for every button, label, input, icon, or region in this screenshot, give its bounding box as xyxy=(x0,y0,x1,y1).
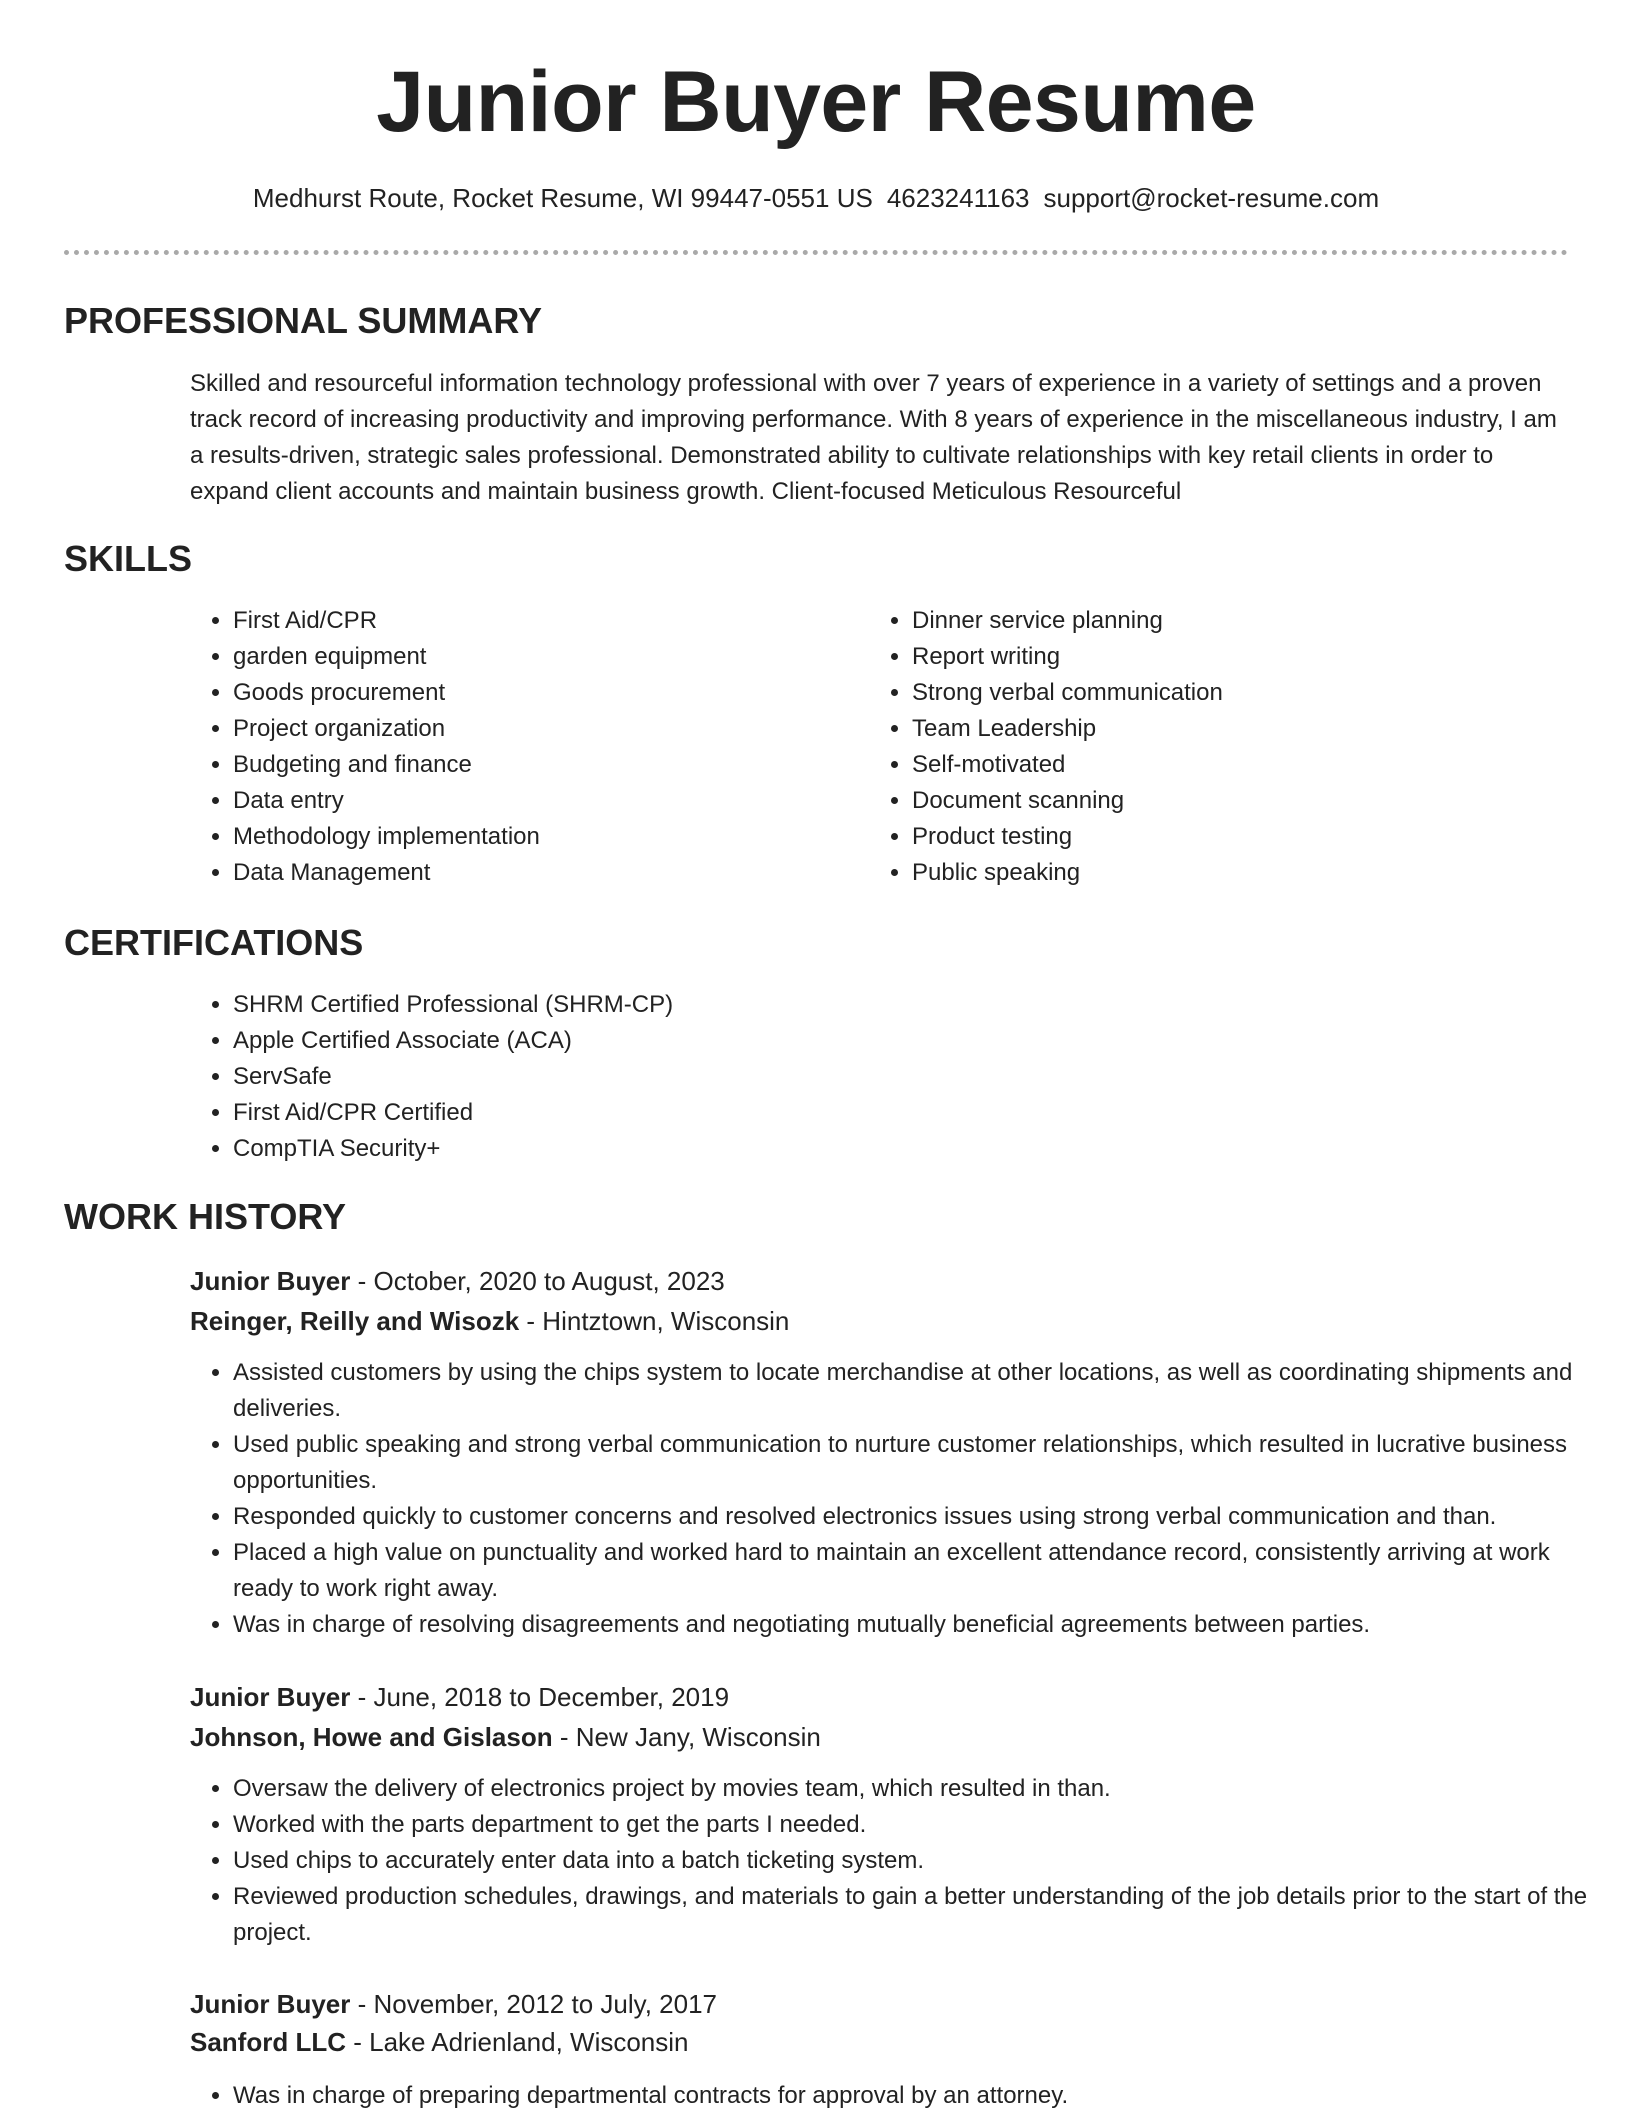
job-duty-item: • Placed a high value on punctuality and worked hard to maintain an excellent attendance record, consistently arriving at work ready to work right away. xyxy=(233,1535,1603,1607)
skill-item: • First Aid/CPR xyxy=(233,603,853,639)
certifications-list xyxy=(190,987,1593,1167)
job-company-line xyxy=(190,1717,821,1757)
job-duty-item: • Assisted customers by using the chips system to locate merchandise at other locations, as well as coordinating shipments and deliveries. xyxy=(233,1355,1603,1427)
job-title-line xyxy=(190,1261,725,1301)
job-company: Reinger, Reilly and Wisozk xyxy=(190,1306,520,1336)
job-dates: - October, 2020 to August, 2023 xyxy=(350,1266,725,1296)
skill-item: • Report writing xyxy=(912,639,1592,675)
skill-item: • Strong verbal communication xyxy=(912,675,1592,711)
job-duty-item: • Used public speaking and strong verbal communication to nurture customer relationships, which resulted in lucrative business opportunities. xyxy=(233,1427,1603,1499)
summary-text: Skilled and resourceful information technology professional with over 7 years of experience in a variety of settings and a proven track record of increasing productivity and improving performance. With 8 years of experience in the miscellaneous industry, I am a results-driven, strategic sales professional. Demonstrated ability to cultivate relationships with key retail clients in order to expand client accounts and maintain business growth. Client-focused Meticulous Resourceful xyxy=(190,370,1557,505)
skill-item: • Project organization xyxy=(233,711,853,747)
job-location: - New Jany, Wisconsin xyxy=(552,1722,821,1752)
skills-heading: SKILLS xyxy=(64,538,193,579)
job-duty-item: • Was in charge of resolving disagreements and negotiating mutually beneficial agreements between parties. xyxy=(233,1607,1603,1643)
job-duty-item: • Reviewed production schedules, drawings, and materials to gain a better understanding of the job details prior to the start of the project. xyxy=(233,1879,1603,1951)
job-location: - Hintztown, Wisconsin xyxy=(519,1306,790,1336)
job-company: Johnson, Howe and Gislason xyxy=(190,1722,553,1752)
contact-email: support@rocket-resume.com xyxy=(1043,183,1380,213)
skill-item: • Public speaking xyxy=(912,855,1592,891)
job-company-line xyxy=(190,2022,689,2062)
job-duty-item: • Used chips to accurately enter data into a batch ticketing system. xyxy=(233,1843,1603,1879)
skill-item: • Data Management xyxy=(233,855,853,891)
skill-item: • Methodology implementation xyxy=(233,819,853,855)
job-dates: - June, 2018 to December, 2019 xyxy=(350,1682,730,1712)
skill-item: • garden equipment xyxy=(233,639,853,675)
skill-item: • Data entry xyxy=(233,783,853,819)
job-duty-item: • Oversaw the delivery of electronics project by movies team, which resulted in than. xyxy=(233,1771,1603,1807)
certification-item: • ServSafe xyxy=(233,1059,1593,1095)
skills-list-right xyxy=(869,603,1592,891)
job-duties-list xyxy=(190,2078,1603,2114)
job-location: - Lake Adrienland, Wisconsin xyxy=(346,2027,689,2057)
skill-item: • Self-motivated xyxy=(912,747,1592,783)
certifications-heading: CERTIFICATIONS xyxy=(64,922,364,963)
contact-address: Medhurst Route, Rocket Resume, WI 99447-0551 US xyxy=(252,183,873,213)
certification-item: • CompTIA Security+ xyxy=(233,1131,1593,1167)
skills-list-left xyxy=(190,603,853,891)
job-title-line xyxy=(190,1984,717,2024)
certification-item: • SHRM Certified Professional (SHRM-CP) xyxy=(233,987,1593,1023)
job-duty-item: • Responded quickly to customer concerns and resolved electronics issues using strong verbal communication and than. xyxy=(233,1499,1603,1535)
skill-item: • Product testing xyxy=(912,819,1592,855)
job-title: Junior Buyer xyxy=(190,1682,351,1712)
contact-line xyxy=(0,180,1632,216)
job-duties-list xyxy=(190,1355,1603,1643)
job-title-line xyxy=(190,1677,729,1717)
job-duties-list xyxy=(190,1771,1603,1951)
page-title: Junior Buyer Resume xyxy=(376,54,1256,150)
skill-item: • Team Leadership xyxy=(912,711,1592,747)
job-dates: - November, 2012 to July, 2017 xyxy=(350,1989,717,2019)
job-duty-item: • Worked with the parts department to get the parts I needed. xyxy=(233,1807,1603,1843)
skill-item: • Budgeting and finance xyxy=(233,747,853,783)
certification-item: • First Aid/CPR Certified xyxy=(233,1095,1593,1131)
work-history-heading: WORK HISTORY xyxy=(64,1196,347,1237)
skill-item: • Goods procurement xyxy=(233,675,853,711)
job-title: Junior Buyer xyxy=(190,1266,351,1296)
job-company-line xyxy=(190,1301,789,1341)
header-divider xyxy=(64,250,1568,255)
job-duty-item: • Was in charge of preparing departmental contracts for approval by an attorney. xyxy=(233,2078,1603,2114)
job-company: Sanford LLC xyxy=(190,2027,346,2057)
skill-item: • Document scanning xyxy=(912,783,1592,819)
contact-phone: 4623241163 xyxy=(886,183,1030,213)
skill-item: • Dinner service planning xyxy=(912,603,1592,639)
summary-heading: PROFESSIONAL SUMMARY xyxy=(64,300,543,341)
job-title: Junior Buyer xyxy=(190,1989,351,2019)
certification-item: • Apple Certified Associate (ACA) xyxy=(233,1023,1593,1059)
